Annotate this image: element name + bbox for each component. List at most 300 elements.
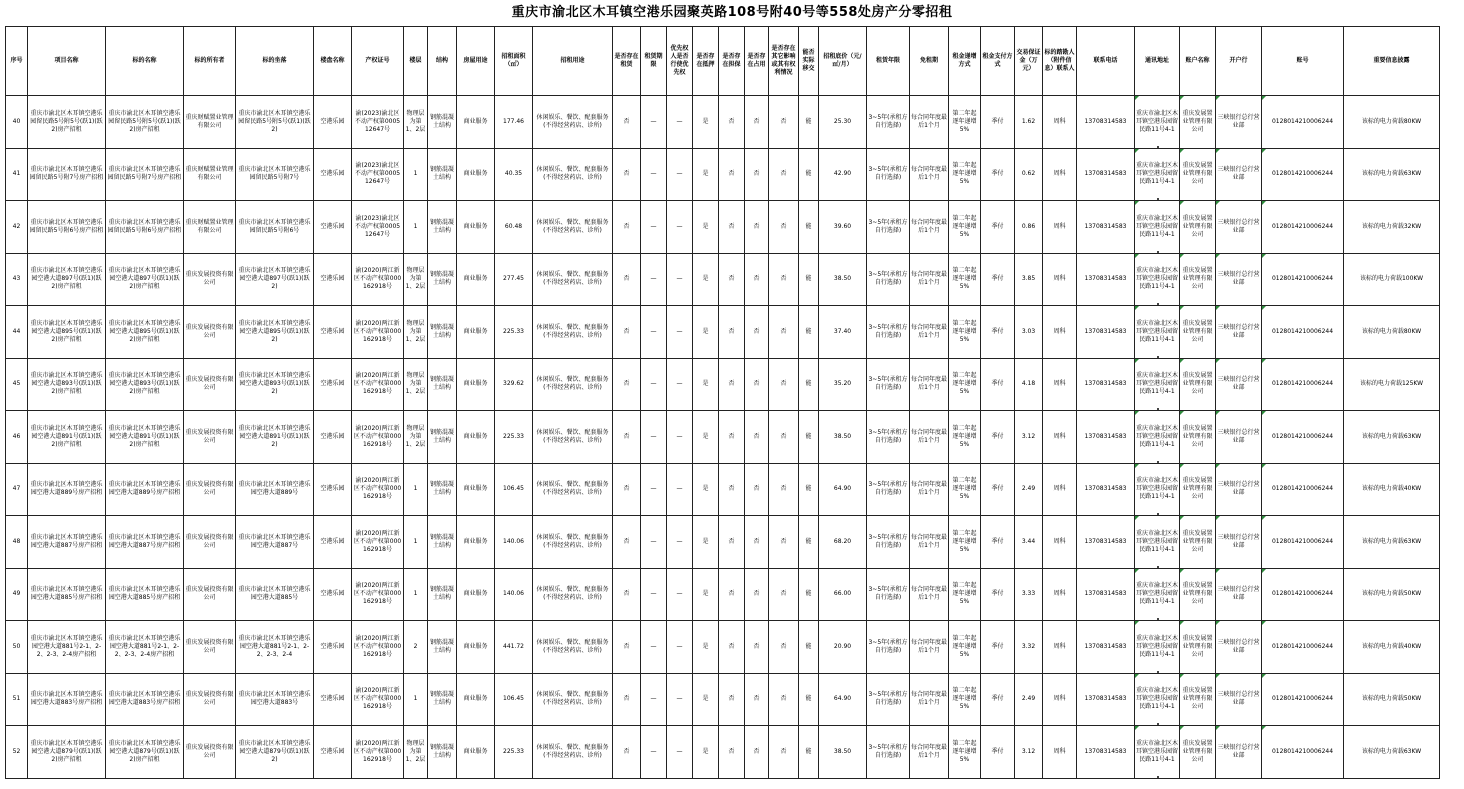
table-cell[interactable]: 13708314583 [1077,148,1135,201]
table-cell[interactable]: — [641,201,667,254]
table-cell[interactable]: 51 [6,673,28,726]
table-cell[interactable]: 休闲娱乐、餐饮、配套服务(不得经营药店、诊所) [533,148,613,201]
table-cell[interactable]: 0128014210006244 [1262,726,1344,779]
column-header[interactable]: 联系电话 [1077,27,1135,96]
table-cell[interactable]: 三峡银行总行营业部 [1216,516,1262,569]
table-cell[interactable]: 每合同年度最后1个月 [910,463,949,516]
table-cell[interactable]: 重庆市渝北区木耳镇空港乐园空港大道881号2-1、2-2、2-3、2-4 [236,621,314,674]
table-cell[interactable]: 季付 [981,516,1015,569]
table-cell[interactable]: 该标的电力荷载32KW [1344,201,1440,254]
table-cell[interactable]: 能 [799,516,819,569]
table-cell[interactable]: 渝(2020)两江新区不动产权第000162918号 [352,673,404,726]
table-cell[interactable]: — [667,621,693,674]
table-cell[interactable]: 13708314583 [1077,411,1135,464]
column-header[interactable]: 楼层 [404,27,428,96]
table-cell[interactable]: 物理层为第1、2层 [404,306,428,359]
table-cell[interactable]: 1 [404,516,428,569]
table-cell[interactable]: 0128014210006244 [1262,96,1344,149]
table-cell[interactable]: 3~5年(承租方自行选择) [867,358,910,411]
table-cell[interactable]: 否 [769,516,799,569]
table-cell[interactable]: — [667,673,693,726]
table-cell[interactable]: 是 [693,726,719,779]
table-cell[interactable]: 1 [404,148,428,201]
table-cell[interactable]: 商业服务 [457,201,495,254]
table-cell[interactable]: 该标的电力荷载40KW [1344,463,1440,516]
table-cell[interactable]: 45 [6,358,28,411]
table-cell[interactable]: 第二年起逐年递增5% [949,568,981,621]
column-header[interactable]: 是否存在租赁 [613,27,641,96]
table-cell[interactable]: 重庆市渝北区木耳镇空港乐园空港大道889号 [236,463,314,516]
table-cell[interactable]: 钢筋混凝土结构 [428,516,457,569]
table-cell[interactable]: 重庆市渝北区木耳镇空港乐园空港大道885号 [236,568,314,621]
table-cell[interactable]: 1.62 [1015,96,1043,149]
table-cell[interactable]: — [641,463,667,516]
table-cell[interactable]: 重庆发展投资有限公司 [184,516,236,569]
table-cell[interactable]: 渝(2020)两江新区不动产权第000162918号 [352,253,404,306]
table-cell[interactable]: 否 [745,516,769,569]
table-cell[interactable]: 周科 [1043,96,1077,149]
table-cell[interactable]: 物理层为第1、2层 [404,253,428,306]
table-cell[interactable]: 钢筋混凝土结构 [428,306,457,359]
table-cell[interactable]: 13708314583 [1077,463,1135,516]
table-cell[interactable]: 1 [404,673,428,726]
table-cell[interactable]: 否 [745,411,769,464]
table-cell[interactable]: 商业服务 [457,358,495,411]
table-cell[interactable]: 0128014210006244 [1262,358,1344,411]
table-cell[interactable]: 渝(2020)两江新区不动产权第000162918号 [352,306,404,359]
table-cell[interactable]: 每合同年度最后1个月 [910,726,949,779]
table-cell[interactable]: 是 [693,201,719,254]
table-cell[interactable]: — [641,673,667,726]
table-cell[interactable]: 重庆发展置业管理有限公司 [1180,96,1216,149]
table-cell[interactable]: 否 [769,463,799,516]
table-cell[interactable]: 重庆市渝北区木耳镇空港乐园留民路11号4-1 [1135,673,1180,726]
table-cell[interactable]: 重庆市渝北区木耳镇空港乐园空港大道879号(跃1)(跃2) [236,726,314,779]
table-cell[interactable]: 否 [613,306,641,359]
table-cell[interactable]: 否 [719,253,745,306]
table-cell[interactable]: 13708314583 [1077,201,1135,254]
table-cell[interactable]: 否 [613,96,641,149]
table-cell[interactable]: 是 [693,411,719,464]
table-cell[interactable]: 4.18 [1015,358,1043,411]
table-cell[interactable]: 每合同年度最后1个月 [910,516,949,569]
table-cell[interactable]: 0128014210006244 [1262,148,1344,201]
column-header[interactable]: 交易保证金（万元） [1015,27,1043,96]
table-cell[interactable]: 渝(2020)两江新区不动产权第000162918号 [352,621,404,674]
table-cell[interactable]: 177.46 [495,96,533,149]
column-header[interactable]: 标的名称 [106,27,184,96]
table-cell[interactable]: 钢筋混凝土结构 [428,96,457,149]
table-cell[interactable]: 重庆财赋置业管理有限公司 [184,201,236,254]
table-cell[interactable]: 重庆市渝北区木耳镇空港乐园留民路5号附6号房产招租 [106,201,184,254]
table-cell[interactable]: 否 [719,673,745,726]
table-cell[interactable]: 钢筋混凝土结构 [428,621,457,674]
table-cell[interactable]: 该标的电力荷载63KW [1344,516,1440,569]
table-cell[interactable]: — [641,621,667,674]
table-cell[interactable]: 周科 [1043,463,1077,516]
table-cell[interactable]: 3~5年(承租方自行选择) [867,306,910,359]
table-cell[interactable]: 钢筋混凝土结构 [428,726,457,779]
table-cell[interactable]: 否 [719,726,745,779]
table-cell[interactable]: 第二年起逐年递增5% [949,726,981,779]
table-cell[interactable]: 否 [613,358,641,411]
table-cell[interactable]: 重庆发展置业管理有限公司 [1180,568,1216,621]
table-cell[interactable]: 重庆发展投资有限公司 [184,621,236,674]
table-cell[interactable]: 13708314583 [1077,516,1135,569]
table-cell[interactable]: 重庆市渝北区木耳镇空港乐园空港大道891号(跃1)(跃2)房产招租 [106,411,184,464]
table-cell[interactable]: 重庆发展投资有限公司 [184,463,236,516]
table-cell[interactable]: 64.90 [819,673,867,726]
table-cell[interactable]: — [667,148,693,201]
column-header[interactable]: 租金递增方式 [949,27,981,96]
table-cell[interactable]: — [641,726,667,779]
table-cell[interactable]: 空港乐园 [314,621,352,674]
table-cell[interactable]: 商业服务 [457,463,495,516]
table-cell[interactable]: 第二年起逐年递增5% [949,463,981,516]
table-cell[interactable]: 钢筋混凝土结构 [428,673,457,726]
table-cell[interactable]: 否 [745,673,769,726]
table-cell[interactable]: 否 [769,726,799,779]
table-cell[interactable]: 该标的电力荷载80KW [1344,306,1440,359]
table-cell[interactable]: 13708314583 [1077,96,1135,149]
table-cell[interactable]: 是 [693,148,719,201]
table-cell[interactable]: 0128014210006244 [1262,411,1344,464]
table-cell[interactable]: 能 [799,148,819,201]
column-header[interactable]: 开户行 [1216,27,1262,96]
table-cell[interactable]: 否 [613,201,641,254]
table-cell[interactable]: 3~5年(承租方自行选择) [867,568,910,621]
table-cell[interactable]: 每合同年度最后1个月 [910,568,949,621]
table-cell[interactable]: 0.62 [1015,148,1043,201]
table-cell[interactable]: 是 [693,306,719,359]
table-cell[interactable]: 0128014210006244 [1262,201,1344,254]
table-cell[interactable]: 0128014210006244 [1262,621,1344,674]
table-cell[interactable]: 38.50 [819,411,867,464]
table-cell[interactable]: 否 [719,411,745,464]
table-cell[interactable]: 否 [719,306,745,359]
table-cell[interactable]: — [641,253,667,306]
table-cell[interactable]: 该标的电力荷载80KW [1344,96,1440,149]
table-cell[interactable]: 渝(2020)两江新区不动产权第000162918号 [352,411,404,464]
table-cell[interactable]: — [667,201,693,254]
table-cell[interactable]: 休闲娱乐、餐饮、配套服务(不得经营药店、诊所) [533,673,613,726]
table-cell[interactable]: 3.12 [1015,411,1043,464]
table-cell[interactable]: 周科 [1043,358,1077,411]
table-cell[interactable]: 重庆发展投资有限公司 [184,253,236,306]
table-cell[interactable]: 42 [6,201,28,254]
table-cell[interactable]: 重庆发展投资有限公司 [184,673,236,726]
table-cell[interactable]: 商业服务 [457,96,495,149]
table-cell[interactable]: 重庆市渝北区木耳镇空港乐园空港大道895号(跃1)(跃2)房产招租 [28,306,106,359]
table-cell[interactable]: 第二年起逐年递增5% [949,306,981,359]
table-cell[interactable]: 是 [693,568,719,621]
table-cell[interactable]: 重庆市渝北区木耳镇空港乐园留民路5号附7号 [236,148,314,201]
table-cell[interactable]: 重庆市渝北区木耳镇空港乐园留民路11号4-1 [1135,253,1180,306]
table-cell[interactable]: 重庆财赋置业管理有限公司 [184,148,236,201]
table-cell[interactable]: 重庆市渝北区木耳镇空港乐园空港大道893号(跃1)(跃2)房产招租 [28,358,106,411]
table-cell[interactable]: 是 [693,516,719,569]
table-cell[interactable]: 周科 [1043,201,1077,254]
table-cell[interactable]: 三峡银行总行营业部 [1216,411,1262,464]
table-cell[interactable]: 3~5年(承租方自行选择) [867,516,910,569]
table-cell[interactable]: 每合同年度最后1个月 [910,411,949,464]
table-cell[interactable]: 重庆市渝北区木耳镇空港乐园空港大道887号 [236,516,314,569]
table-cell[interactable]: 0128014210006244 [1262,463,1344,516]
table-cell[interactable]: 0128014210006244 [1262,306,1344,359]
table-cell[interactable]: 0.86 [1015,201,1043,254]
table-cell[interactable]: 季付 [981,306,1015,359]
table-cell[interactable]: 渝(2023)渝北区不动产权第000512647号 [352,201,404,254]
table-cell[interactable]: 否 [719,358,745,411]
table-cell[interactable]: 重庆市渝北区木耳镇空港乐园留民路11号4-1 [1135,148,1180,201]
table-cell[interactable]: 否 [745,96,769,149]
column-header[interactable]: 标的坐落 [236,27,314,96]
table-cell[interactable]: 否 [769,568,799,621]
table-cell[interactable]: 周科 [1043,253,1077,306]
table-cell[interactable]: 2.49 [1015,463,1043,516]
table-cell[interactable]: 重庆市渝北区木耳镇空港乐园留民路5号附5号(跃1)(跃2)房产招租 [106,96,184,149]
table-cell[interactable]: 否 [719,201,745,254]
table-cell[interactable]: 每合同年度最后1个月 [910,306,949,359]
table-cell[interactable]: 物理层为第1、2层 [404,411,428,464]
table-cell[interactable]: 277.45 [495,253,533,306]
table-cell[interactable]: 季付 [981,96,1015,149]
table-cell[interactable]: 重庆市渝北区木耳镇空港乐园空港大道897号(跃1)(跃2)房产招租 [28,253,106,306]
table-cell[interactable]: 是 [693,358,719,411]
table-cell[interactable]: — [667,568,693,621]
column-header[interactable]: 账户名称 [1180,27,1216,96]
table-cell[interactable]: 0128014210006244 [1262,568,1344,621]
column-header[interactable]: 项目名称 [28,27,106,96]
table-cell[interactable]: 商业服务 [457,516,495,569]
table-cell[interactable]: 重庆市渝北区木耳镇空港乐园留民路11号4-1 [1135,621,1180,674]
table-cell[interactable]: 39.60 [819,201,867,254]
table-cell[interactable]: — [667,253,693,306]
table-cell[interactable]: 重庆市渝北区木耳镇空港乐园空港大道889号房产招租 [28,463,106,516]
table-cell[interactable]: 重庆市渝北区木耳镇空港乐园留民路5号附5号(跃1)(跃2) [236,96,314,149]
table-cell[interactable]: 25.30 [819,96,867,149]
table-cell[interactable]: 否 [719,516,745,569]
table-cell[interactable]: 64.90 [819,463,867,516]
table-cell[interactable]: 否 [745,253,769,306]
table-cell[interactable]: 43 [6,253,28,306]
table-cell[interactable]: 13708314583 [1077,673,1135,726]
table-cell[interactable]: 否 [613,516,641,569]
column-header[interactable]: 免租期 [910,27,949,96]
table-cell[interactable]: 钢筋混凝土结构 [428,253,457,306]
table-cell[interactable]: 否 [745,463,769,516]
column-header[interactable]: 标的踏勘人（附件信息）联系人 [1043,27,1077,96]
table-cell[interactable]: 季付 [981,201,1015,254]
table-cell[interactable]: — [667,463,693,516]
table-cell[interactable]: 能 [799,568,819,621]
table-cell[interactable]: 商业服务 [457,148,495,201]
table-cell[interactable]: 否 [719,148,745,201]
table-cell[interactable]: 三峡银行总行营业部 [1216,358,1262,411]
table-cell[interactable]: — [641,96,667,149]
column-header[interactable]: 能否实际移交 [799,27,819,96]
table-cell[interactable]: 每合同年度最后1个月 [910,673,949,726]
table-cell[interactable]: 140.06 [495,516,533,569]
table-cell[interactable]: 周科 [1043,621,1077,674]
table-cell[interactable]: 季付 [981,621,1015,674]
table-cell[interactable]: 0128014210006244 [1262,253,1344,306]
table-cell[interactable]: 46 [6,411,28,464]
column-header[interactable]: 通讯地址 [1135,27,1180,96]
table-cell[interactable]: 重庆市渝北区木耳镇空港乐园空港大道893号(跃1)(跃2)房产招租 [106,358,184,411]
table-cell[interactable]: 40 [6,96,28,149]
column-header[interactable]: 是否存在担保 [719,27,745,96]
table-cell[interactable]: 季付 [981,148,1015,201]
table-cell[interactable]: 重庆发展投资有限公司 [184,358,236,411]
table-cell[interactable]: 42.90 [819,148,867,201]
table-cell[interactable]: 3~5年(承租方自行选择) [867,463,910,516]
table-cell[interactable]: 商业服务 [457,568,495,621]
table-cell[interactable]: 空港乐园 [314,673,352,726]
table-cell[interactable]: 否 [613,148,641,201]
table-cell[interactable]: 1 [404,201,428,254]
table-cell[interactable]: 渝(2020)两江新区不动产权第000162918号 [352,726,404,779]
table-cell[interactable]: — [667,516,693,569]
table-cell[interactable]: 0128014210006244 [1262,673,1344,726]
table-cell[interactable]: 三峡银行总行营业部 [1216,253,1262,306]
table-cell[interactable]: 重庆市渝北区木耳镇空港乐园留民路11号4-1 [1135,96,1180,149]
table-cell[interactable]: 重庆市渝北区木耳镇空港乐园空港大道887号房产招租 [28,516,106,569]
table-cell[interactable]: 商业服务 [457,621,495,674]
table-cell[interactable]: 1 [404,463,428,516]
table-cell[interactable]: 3~5年(承租方自行选择) [867,96,910,149]
column-header[interactable]: 优先权人是否行使优先权 [667,27,693,96]
table-cell[interactable]: 每合同年度最后1个月 [910,201,949,254]
table-cell[interactable]: 3~5年(承租方自行选择) [867,621,910,674]
table-cell[interactable]: 3~5年(承租方自行选择) [867,673,910,726]
table-cell[interactable]: 商业服务 [457,673,495,726]
table-cell[interactable]: 重庆市渝北区木耳镇空港乐园留民路11号4-1 [1135,306,1180,359]
table-cell[interactable]: 能 [799,726,819,779]
table-cell[interactable]: 0128014210006244 [1262,516,1344,569]
table-cell[interactable]: 季付 [981,358,1015,411]
table-cell[interactable]: 否 [613,411,641,464]
table-cell[interactable]: 3~5年(承租方自行选择) [867,201,910,254]
table-cell[interactable]: 否 [769,148,799,201]
table-cell[interactable]: 否 [745,148,769,201]
table-cell[interactable]: 3~5年(承租方自行选择) [867,148,910,201]
table-cell[interactable]: 重庆市渝北区木耳镇空港乐园空港大道895号(跃1)(跃2)房产招租 [106,306,184,359]
column-header[interactable]: 标的所有者 [184,27,236,96]
table-cell[interactable]: 441.72 [495,621,533,674]
table-cell[interactable]: 该标的电力荷载40KW [1344,621,1440,674]
table-cell[interactable]: 3.03 [1015,306,1043,359]
table-cell[interactable]: 渝(2023)渝北区不动产权第000512647号 [352,148,404,201]
table-cell[interactable]: — [641,568,667,621]
table-cell[interactable]: — [667,411,693,464]
table-cell[interactable]: 第二年起逐年递增5% [949,201,981,254]
table-cell[interactable]: 44 [6,306,28,359]
column-header[interactable]: 租赁年限 [867,27,910,96]
table-cell[interactable]: 重庆发展置业管理有限公司 [1180,306,1216,359]
table-cell[interactable]: 重庆发展投资有限公司 [184,411,236,464]
column-header[interactable]: 是否存在占用 [745,27,769,96]
table-cell[interactable]: 106.45 [495,673,533,726]
table-cell[interactable]: 否 [613,621,641,674]
table-cell[interactable]: 重庆发展置业管理有限公司 [1180,358,1216,411]
table-cell[interactable]: 能 [799,253,819,306]
table-cell[interactable]: 否 [745,726,769,779]
table-cell[interactable]: 钢筋混凝土结构 [428,411,457,464]
table-cell[interactable]: 该标的电力荷载63KW [1344,726,1440,779]
table-cell[interactable]: 否 [745,568,769,621]
table-cell[interactable]: 否 [613,726,641,779]
column-header[interactable]: 序号 [6,27,28,96]
table-cell[interactable]: 能 [799,673,819,726]
table-cell[interactable]: 13708314583 [1077,726,1135,779]
table-cell[interactable]: 225.33 [495,726,533,779]
table-cell[interactable]: 重庆发展投资有限公司 [184,726,236,779]
table-cell[interactable]: 否 [613,568,641,621]
table-cell[interactable]: 第二年起逐年递增5% [949,621,981,674]
table-cell[interactable]: 3~5年(承租方自行选择) [867,253,910,306]
table-cell[interactable]: 重庆发展置业管理有限公司 [1180,148,1216,201]
table-cell[interactable]: 空港乐园 [314,411,352,464]
column-header[interactable]: 租金支付方式 [981,27,1015,96]
table-cell[interactable]: 休闲娱乐、餐饮、配套服务(不得经营药店、诊所) [533,201,613,254]
table-cell[interactable]: 钢筋混凝土结构 [428,568,457,621]
table-cell[interactable]: 三峡银行总行营业部 [1216,673,1262,726]
table-cell[interactable]: 重庆市渝北区木耳镇空港乐园空港大道883号 [236,673,314,726]
table-cell[interactable]: 重庆市渝北区木耳镇空港乐园空港大道893号(跃1)(跃2) [236,358,314,411]
table-cell[interactable]: 重庆市渝北区木耳镇空港乐园空港大道879号(跃1)(跃2)房产招租 [106,726,184,779]
table-cell[interactable]: 休闲娱乐、餐饮、配套服务(不得经营药店、诊所) [533,306,613,359]
table-cell[interactable]: 第二年起逐年递增5% [949,411,981,464]
table-cell[interactable]: 周科 [1043,568,1077,621]
table-cell[interactable]: 重庆市渝北区木耳镇空港乐园空港大道883号房产招租 [106,673,184,726]
table-cell[interactable]: 13708314583 [1077,358,1135,411]
table-cell[interactable]: 13708314583 [1077,306,1135,359]
table-cell[interactable]: 第二年起逐年递增5% [949,253,981,306]
table-cell[interactable]: 重庆市渝北区木耳镇空港乐园留民路11号4-1 [1135,411,1180,464]
table-cell[interactable]: 否 [613,253,641,306]
table-cell[interactable]: 重庆市渝北区木耳镇空港乐园留民路5号附5号(跃1)(跃2)房产招租 [28,96,106,149]
table-cell[interactable]: 休闲娱乐、餐饮、配套服务(不得经营药店、诊所) [533,358,613,411]
table-cell[interactable]: 钢筋混凝土结构 [428,201,457,254]
table-cell[interactable]: 能 [799,463,819,516]
table-cell[interactable]: 3.44 [1015,516,1043,569]
table-cell[interactable]: 该标的电力荷载100KW [1344,253,1440,306]
table-cell[interactable]: 重庆发展置业管理有限公司 [1180,673,1216,726]
table-cell[interactable]: 三峡银行总行营业部 [1216,621,1262,674]
table-cell[interactable]: 重庆发展投资有限公司 [184,568,236,621]
table-cell[interactable]: — [667,306,693,359]
table-cell[interactable]: 空港乐园 [314,568,352,621]
table-cell[interactable]: 52 [6,726,28,779]
table-cell[interactable]: 否 [613,463,641,516]
table-cell[interactable]: 重庆发展置业管理有限公司 [1180,411,1216,464]
table-cell[interactable]: 50 [6,621,28,674]
table-cell[interactable]: 第二年起逐年递增5% [949,516,981,569]
table-cell[interactable]: 重庆市渝北区木耳镇空港乐园留民路5号附7号房产招租 [28,148,106,201]
table-cell[interactable]: 重庆市渝北区木耳镇空港乐园留民路5号附7号房产招租 [106,148,184,201]
table-cell[interactable]: 重庆发展置业管理有限公司 [1180,516,1216,569]
table-cell[interactable]: 38.50 [819,253,867,306]
table-cell[interactable]: 否 [769,96,799,149]
table-cell[interactable]: 重庆市渝北区木耳镇空港乐园留民路11号4-1 [1135,463,1180,516]
table-cell[interactable]: 商业服务 [457,726,495,779]
table-cell[interactable]: 物理层为第1、2层 [404,96,428,149]
table-cell[interactable]: 季付 [981,726,1015,779]
table-cell[interactable]: 空港乐园 [314,463,352,516]
table-cell[interactable]: 37.40 [819,306,867,359]
table-cell[interactable]: 三峡银行总行营业部 [1216,306,1262,359]
